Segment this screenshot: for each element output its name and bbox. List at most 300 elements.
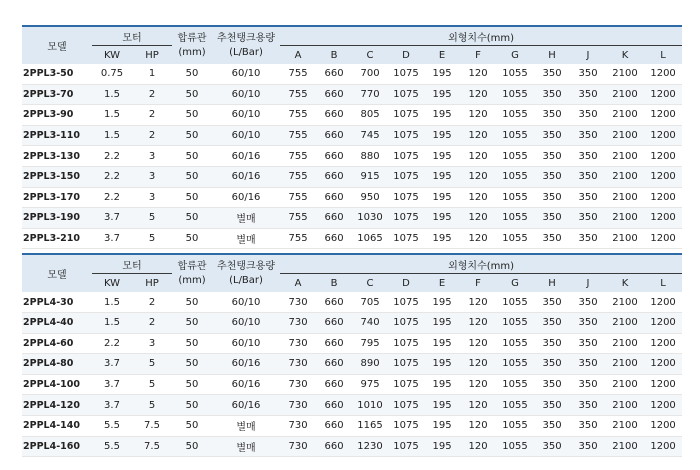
table-cell: 1055 — [496, 166, 534, 187]
table-cell: 1055 — [496, 125, 534, 146]
table-cell: 2.2 — [92, 333, 132, 354]
table-row — [22, 84, 682, 105]
table-cell: 120 — [460, 187, 496, 208]
table-cell: 660 — [316, 395, 352, 416]
header-hp: HP — [132, 274, 172, 293]
table-cell: 350 — [534, 84, 570, 105]
table-cell: 350 — [534, 105, 570, 126]
table-cell: 770 — [352, 84, 388, 105]
table-cell: 195 — [424, 395, 460, 416]
table-header — [22, 254, 682, 292]
header-pipe — [172, 254, 212, 292]
table-cell: 5 — [132, 374, 172, 395]
table-cell: 660 — [316, 354, 352, 375]
table-cell: 120 — [460, 125, 496, 146]
table-cell: 1010 — [352, 395, 388, 416]
table-cell: 1200 — [644, 166, 682, 187]
table-cell: 350 — [570, 208, 606, 229]
table-cell: 730 — [280, 312, 316, 333]
table-cell: 120 — [460, 436, 496, 457]
table-cell: 1075 — [388, 64, 424, 84]
table-cell: 1055 — [496, 105, 534, 126]
table-cell: 120 — [460, 292, 496, 312]
table-cell: 350 — [570, 292, 606, 312]
header-dim-g: G — [496, 46, 534, 65]
header-motor: 모터 — [92, 254, 172, 274]
table-cell: 별매 — [212, 415, 280, 436]
table-cell: 60/10 — [212, 292, 280, 312]
table-cell: 1075 — [388, 228, 424, 249]
header-tank — [212, 254, 280, 292]
table-cell: 1055 — [496, 333, 534, 354]
table-cell: 2100 — [606, 146, 644, 167]
model-cell: 2PPL4-30 — [22, 292, 92, 312]
header-kw: KW — [92, 274, 132, 293]
table-cell: 755 — [280, 105, 316, 126]
header-dimensions: 외형치수(mm) — [280, 26, 682, 46]
table-body — [22, 64, 682, 249]
table-cell: 120 — [460, 105, 496, 126]
header-dim-f: F — [460, 46, 496, 65]
header-hp: HP — [132, 46, 172, 65]
table-cell: 50 — [172, 374, 212, 395]
spec-table-2 — [22, 253, 682, 457]
table-cell: 1200 — [644, 436, 682, 457]
header-dim-a: A — [280, 274, 316, 293]
table-cell: 660 — [316, 84, 352, 105]
table-cell: 730 — [280, 374, 316, 395]
table-cell: 1055 — [496, 374, 534, 395]
model-cell: 2PPL4-60 — [22, 333, 92, 354]
table-cell: 1200 — [644, 415, 682, 436]
header-dim-d: D — [388, 274, 424, 293]
table-cell: 1.5 — [92, 292, 132, 312]
table-cell: 1200 — [644, 292, 682, 312]
table-cell: 660 — [316, 146, 352, 167]
table-cell: 1055 — [496, 208, 534, 229]
header-pipe-unit: (mm) — [178, 46, 206, 58]
table-cell: 1065 — [352, 228, 388, 249]
table-cell: 1200 — [644, 146, 682, 167]
table-cell: 660 — [316, 166, 352, 187]
model-cell: 2PPL3-150 — [22, 166, 92, 187]
table-cell: 350 — [570, 146, 606, 167]
table-cell: 195 — [424, 84, 460, 105]
table-cell: 3 — [132, 187, 172, 208]
table-cell: 2.2 — [92, 146, 132, 167]
table-cell: 1075 — [388, 146, 424, 167]
table-row — [22, 105, 682, 126]
table-cell: 350 — [570, 105, 606, 126]
header-tank-label: 추천탱크용량 — [217, 260, 275, 272]
table-cell: 1200 — [644, 354, 682, 375]
table-cell: 195 — [424, 208, 460, 229]
header-kw: KW — [92, 46, 132, 65]
table-cell: 350 — [534, 436, 570, 457]
table-cell: 1055 — [496, 64, 534, 84]
table-cell: 2100 — [606, 374, 644, 395]
table-cell: 350 — [570, 354, 606, 375]
table-cell: 120 — [460, 333, 496, 354]
table-cell: 660 — [316, 208, 352, 229]
table-cell: 1055 — [496, 146, 534, 167]
table-cell: 120 — [460, 228, 496, 249]
table-row — [22, 187, 682, 208]
model-cell: 2PPL3-70 — [22, 84, 92, 105]
table-cell: 1055 — [496, 84, 534, 105]
table-cell: 755 — [280, 208, 316, 229]
table-cell: 730 — [280, 415, 316, 436]
table-cell: 1200 — [644, 84, 682, 105]
table-cell: 700 — [352, 64, 388, 84]
table-cell: 1055 — [496, 395, 534, 416]
table-cell: 350 — [534, 312, 570, 333]
table-cell: 2.2 — [92, 187, 132, 208]
table-row — [22, 292, 682, 312]
table-cell: 350 — [570, 415, 606, 436]
model-cell: 2PPL4-100 — [22, 374, 92, 395]
table-cell: 별매 — [212, 228, 280, 249]
table-row — [22, 64, 682, 84]
header-dim-k: K — [606, 274, 644, 293]
table-cell: 별매 — [212, 436, 280, 457]
table-cell: 2100 — [606, 395, 644, 416]
table-cell: 1200 — [644, 312, 682, 333]
table-row — [22, 374, 682, 395]
table-cell: 2 — [132, 312, 172, 333]
table-cell: 1030 — [352, 208, 388, 229]
table-cell: 2100 — [606, 208, 644, 229]
table-cell: 730 — [280, 354, 316, 375]
table-cell: 660 — [316, 436, 352, 457]
model-cell: 2PPL4-40 — [22, 312, 92, 333]
table-cell: 2.2 — [92, 166, 132, 187]
table-row — [22, 436, 682, 457]
table-cell: 660 — [316, 228, 352, 249]
table-cell: 1075 — [388, 84, 424, 105]
table-cell: 195 — [424, 374, 460, 395]
table-row — [22, 228, 682, 249]
header-tank — [212, 26, 280, 64]
table-cell: 890 — [352, 354, 388, 375]
table-row — [22, 146, 682, 167]
table-cell: 50 — [172, 125, 212, 146]
table-cell: 120 — [460, 146, 496, 167]
table-cell: 120 — [460, 312, 496, 333]
table-cell: 1075 — [388, 374, 424, 395]
table-cell: 350 — [534, 333, 570, 354]
table-cell: 1.5 — [92, 105, 132, 126]
header-pipe-label: 합류관 — [177, 260, 207, 272]
table-cell: 2100 — [606, 436, 644, 457]
table-cell: 350 — [570, 64, 606, 84]
table-cell: 730 — [280, 292, 316, 312]
table-cell: 2 — [132, 84, 172, 105]
table-cell: 755 — [280, 228, 316, 249]
table-row — [22, 395, 682, 416]
table-cell: 120 — [460, 395, 496, 416]
table-cell: 2100 — [606, 187, 644, 208]
table-cell: 195 — [424, 415, 460, 436]
table-cell: 350 — [570, 228, 606, 249]
table-cell: 1055 — [496, 292, 534, 312]
table-cell: 660 — [316, 187, 352, 208]
table-cell: 350 — [534, 187, 570, 208]
table-cell: 755 — [280, 146, 316, 167]
table-cell: 2100 — [606, 125, 644, 146]
table-cell: 50 — [172, 208, 212, 229]
spec-sheet — [22, 25, 678, 457]
table-cell: 2 — [132, 125, 172, 146]
header-dim-a: A — [280, 46, 316, 65]
header-dimensions: 외형치수(mm) — [280, 254, 682, 274]
table-cell: 2100 — [606, 84, 644, 105]
table-cell: 350 — [570, 84, 606, 105]
table-header — [22, 26, 682, 64]
table-cell: 350 — [534, 166, 570, 187]
table-row — [22, 354, 682, 375]
table-cell: 705 — [352, 292, 388, 312]
table-row — [22, 208, 682, 229]
table-cell: 730 — [280, 436, 316, 457]
table-cell: 1055 — [496, 436, 534, 457]
header-dim-d: D — [388, 46, 424, 65]
header-pipe-unit: (mm) — [178, 274, 206, 286]
table-cell: 195 — [424, 292, 460, 312]
table-cell: 660 — [316, 105, 352, 126]
table-cell: 60/10 — [212, 333, 280, 354]
table-cell: 195 — [424, 64, 460, 84]
table-cell: 5 — [132, 354, 172, 375]
header-dim-l: L — [644, 46, 682, 65]
table-cell: 1055 — [496, 228, 534, 249]
table-cell: 350 — [570, 187, 606, 208]
table-cell: 195 — [424, 333, 460, 354]
table-cell: 120 — [460, 64, 496, 84]
header-dim-h: H — [534, 46, 570, 65]
table-cell: 915 — [352, 166, 388, 187]
table-cell: 745 — [352, 125, 388, 146]
table-cell: 3 — [132, 166, 172, 187]
table-cell: 1.5 — [92, 312, 132, 333]
table-row — [22, 312, 682, 333]
table-cell: 50 — [172, 354, 212, 375]
table-cell: 50 — [172, 292, 212, 312]
table-cell: 120 — [460, 84, 496, 105]
table-cell: 1075 — [388, 415, 424, 436]
table-cell: 350 — [534, 146, 570, 167]
table-cell: 195 — [424, 354, 460, 375]
table-cell: 1075 — [388, 312, 424, 333]
table-cell: 50 — [172, 64, 212, 84]
table-cell: 755 — [280, 166, 316, 187]
table-cell: 1055 — [496, 415, 534, 436]
header-pipe — [172, 26, 212, 64]
table-cell: 660 — [316, 125, 352, 146]
table-cell: 1075 — [388, 166, 424, 187]
model-cell: 2PPL3-110 — [22, 125, 92, 146]
table-cell: 5.5 — [92, 436, 132, 457]
table-cell: 1055 — [496, 187, 534, 208]
table-cell: 2100 — [606, 64, 644, 84]
spec-table-1 — [22, 25, 682, 249]
header-dim-c: C — [352, 274, 388, 293]
table-cell: 2100 — [606, 354, 644, 375]
table-cell: 3.7 — [92, 208, 132, 229]
table-cell: 350 — [534, 395, 570, 416]
table-cell: 1200 — [644, 208, 682, 229]
model-cell: 2PPL3-90 — [22, 105, 92, 126]
table-cell: 1055 — [496, 354, 534, 375]
table-cell: 350 — [570, 333, 606, 354]
table-cell: 0.75 — [92, 64, 132, 84]
table-cell: 755 — [280, 187, 316, 208]
table-cell: 7.5 — [132, 415, 172, 436]
table-cell: 350 — [534, 64, 570, 84]
table-cell: 5 — [132, 395, 172, 416]
table-cell: 1200 — [644, 228, 682, 249]
table-cell: 350 — [534, 208, 570, 229]
table-cell: 60/16 — [212, 166, 280, 187]
table-cell: 1075 — [388, 436, 424, 457]
table-cell: 195 — [424, 312, 460, 333]
table-cell: 60/16 — [212, 354, 280, 375]
table-cell: 120 — [460, 208, 496, 229]
table-cell: 1200 — [644, 333, 682, 354]
table-cell: 50 — [172, 166, 212, 187]
table-cell: 50 — [172, 228, 212, 249]
table-cell: 2100 — [606, 415, 644, 436]
header-dim-b: B — [316, 46, 352, 65]
table-cell: 730 — [280, 333, 316, 354]
table-cell: 350 — [570, 395, 606, 416]
table-cell: 60/16 — [212, 374, 280, 395]
table-cell: 2100 — [606, 312, 644, 333]
model-cell: 2PPL3-210 — [22, 228, 92, 249]
table-cell: 1075 — [388, 187, 424, 208]
table-cell: 1055 — [496, 312, 534, 333]
table-cell: 350 — [534, 125, 570, 146]
header-dim-e: E — [424, 46, 460, 65]
table-cell: 1075 — [388, 105, 424, 126]
model-cell: 2PPL3-170 — [22, 187, 92, 208]
table-cell: 60/10 — [212, 105, 280, 126]
table-cell: 1165 — [352, 415, 388, 436]
table-cell: 50 — [172, 395, 212, 416]
header-pipe-label: 합류관 — [177, 32, 207, 44]
table-cell: 350 — [534, 354, 570, 375]
table-cell: 350 — [570, 125, 606, 146]
table-cell: 120 — [460, 166, 496, 187]
table-cell: 350 — [570, 312, 606, 333]
table-cell: 195 — [424, 146, 460, 167]
table-row — [22, 415, 682, 436]
table-cell: 1075 — [388, 292, 424, 312]
table-cell: 350 — [534, 415, 570, 436]
table-cell: 1230 — [352, 436, 388, 457]
table-cell: 60/16 — [212, 146, 280, 167]
table-cell: 350 — [534, 292, 570, 312]
table-cell: 950 — [352, 187, 388, 208]
header-model: 모델 — [22, 254, 92, 292]
table-cell: 350 — [534, 374, 570, 395]
table-cell: 3.7 — [92, 354, 132, 375]
table-cell: 60/10 — [212, 64, 280, 84]
model-cell: 2PPL4-80 — [22, 354, 92, 375]
table-cell: 660 — [316, 415, 352, 436]
table-cell: 120 — [460, 374, 496, 395]
table-cell: 1075 — [388, 208, 424, 229]
header-dim-j: J — [570, 274, 606, 293]
model-cell: 2PPL3-190 — [22, 208, 92, 229]
table-cell: 2100 — [606, 228, 644, 249]
table-cell: 1200 — [644, 187, 682, 208]
table-cell: 60/16 — [212, 395, 280, 416]
header-dim-f: F — [460, 274, 496, 293]
table-cell: 350 — [570, 436, 606, 457]
table-cell: 3 — [132, 146, 172, 167]
table-cell: 50 — [172, 436, 212, 457]
table-cell: 2 — [132, 105, 172, 126]
table-cell: 660 — [316, 64, 352, 84]
table-cell: 1 — [132, 64, 172, 84]
table-cell: 350 — [534, 228, 570, 249]
header-dim-g: G — [496, 274, 534, 293]
table-cell: 1075 — [388, 125, 424, 146]
table-cell: 755 — [280, 125, 316, 146]
table-cell: 3 — [132, 333, 172, 354]
table-cell: 60/16 — [212, 187, 280, 208]
table-cell: 50 — [172, 146, 212, 167]
model-cell: 2PPL4-140 — [22, 415, 92, 436]
table-cell: 805 — [352, 105, 388, 126]
header-tank-unit: (L/Bar) — [229, 46, 263, 58]
table-row — [22, 333, 682, 354]
table-cell: 1075 — [388, 333, 424, 354]
table-cell: 5 — [132, 228, 172, 249]
header-dim-h: H — [534, 274, 570, 293]
table-cell: 2100 — [606, 166, 644, 187]
table-cell: 2100 — [606, 333, 644, 354]
table-cell: 660 — [316, 292, 352, 312]
table-cell: 755 — [280, 84, 316, 105]
header-dim-l: L — [644, 274, 682, 293]
header-tank-unit: (L/Bar) — [229, 274, 263, 286]
table-cell: 975 — [352, 374, 388, 395]
table-cell: 50 — [172, 105, 212, 126]
header-dim-j: J — [570, 46, 606, 65]
table-row — [22, 166, 682, 187]
table-cell: 2100 — [606, 292, 644, 312]
table-cell: 60/10 — [212, 312, 280, 333]
table-cell: 195 — [424, 228, 460, 249]
table-cell: 195 — [424, 166, 460, 187]
table-cell: 3.7 — [92, 374, 132, 395]
table-body — [22, 292, 682, 456]
table-cell: 60/10 — [212, 84, 280, 105]
header-motor: 모터 — [92, 26, 172, 46]
header-dim-e: E — [424, 274, 460, 293]
table-cell: 795 — [352, 333, 388, 354]
table-cell: 50 — [172, 312, 212, 333]
model-cell: 2PPL4-160 — [22, 436, 92, 457]
table-cell: 3.7 — [92, 228, 132, 249]
table-cell: 1200 — [644, 395, 682, 416]
table-cell: 195 — [424, 187, 460, 208]
table-cell: 5 — [132, 208, 172, 229]
table-cell: 350 — [570, 374, 606, 395]
header-dim-k: K — [606, 46, 644, 65]
